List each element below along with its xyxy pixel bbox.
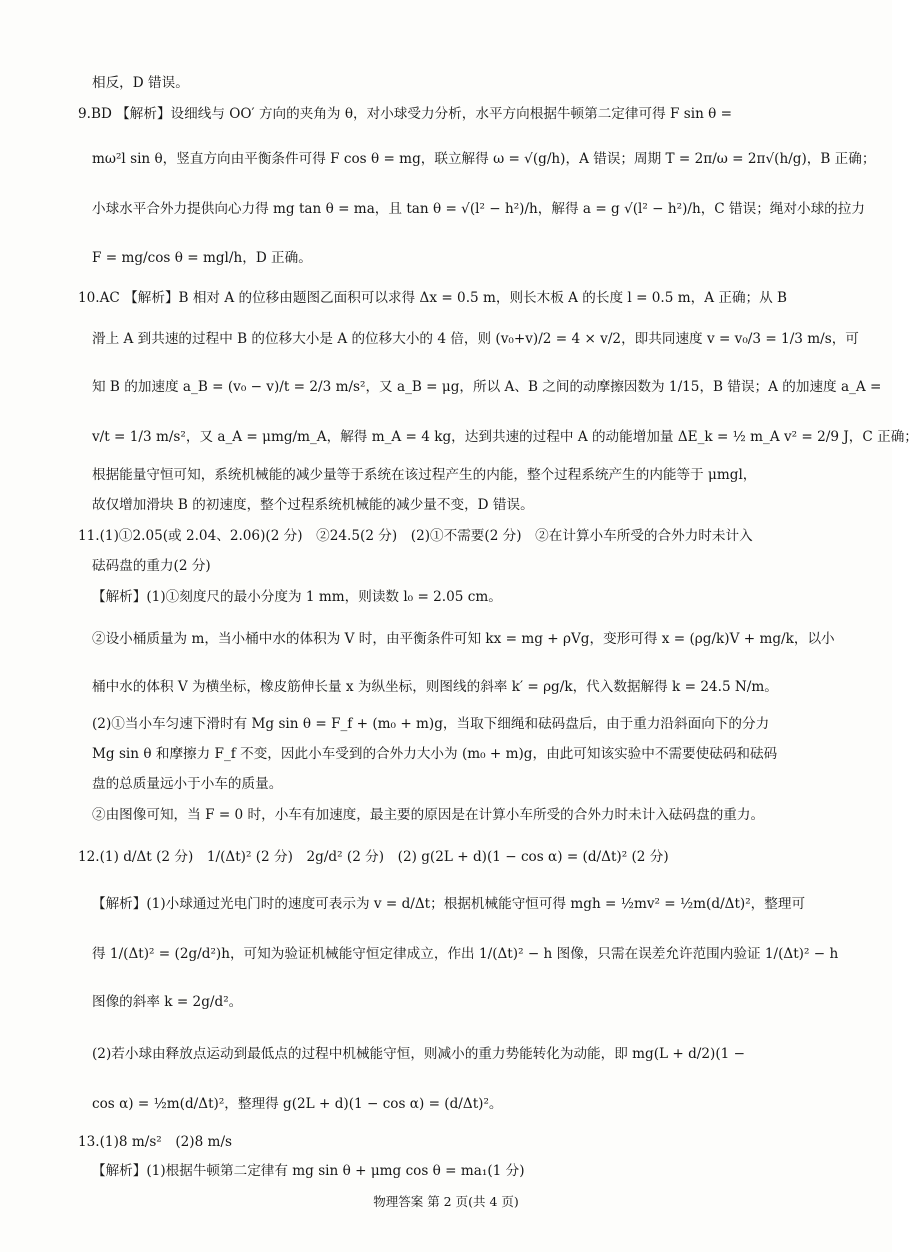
text-line: 故仅增加滑块 B 的初速度，整个过程系统机械能的减少量不变，D 错误。 — [92, 497, 534, 513]
text-line: 得 1/(Δt)² = (2g/d²)h，可知为验证机械能守恒定律成立，作出 1/(Δt)² − h 图像，只需在误差允许范围内验证 1/(Δt)² − h — [92, 946, 839, 962]
text-line: 【解析】(1)①刻度尺的最小分度为 1 mm，则读数 l₀ = 2.05 cm。 — [92, 589, 502, 605]
text-line: 砝码盘的重力(2 分) — [92, 558, 211, 574]
text-line: 【解析】(1)小球通过光电门时的速度可表示为 v = d/Δt；根据机械能守恒可得 mgh = ½mv² = ½m(d/Δt)²，整理可 — [92, 896, 806, 912]
text-line: 盘的总质量远小于小车的质量。 — [92, 776, 283, 792]
text-line: v/t = 1/3 m/s²，又 a_A = μmg/m_A，解得 m_A = 4 kg，达到共速的过程中 A 的动能增加量 ΔE_k = ½ m_A v² = 2/9 J，C 正确； — [92, 429, 918, 445]
text-line: 9.BD 【解析】设细线与 OO′ 方向的夹角为 θ，对小球受力分析，水平方向根据牛顿第二定律可得 F sin θ = — [78, 106, 733, 122]
text-line: 小球水平合外力提供向心力得 mg tan θ = ma，且 tan θ = √(l² − h²)/h，解得 a = g √(l² − h²)/h，C 错误；绳对小球的拉力 — [92, 201, 865, 217]
text-line: F = mg/cos θ = mgl/h，D 正确。 — [92, 250, 312, 266]
text-line: (2)若小球由释放点运动到最低点的过程中机械能守恒，则减小的重力势能转化为动能，即 mg(L + d/2)(1 − — [92, 1046, 745, 1062]
text-line: 【解析】(1)根据牛顿第二定律有 mg sin θ + μmg cos θ = ma₁(1 分) — [92, 1163, 525, 1179]
text-line: (2)①当小车匀速下滑时有 Mg sin θ = F_f + (m₀ + m)g，当取下细绳和砝码盘后，由于重力沿斜面向下的分力 — [92, 716, 770, 732]
text-line: 13.(1)8 m/s² (2)8 m/s — [78, 1134, 233, 1150]
text-line: ②由图像可知，当 F = 0 时，小车有加速度，最主要的原因是在计算小车所受的合外力时未计入砝码盘的重力。 — [92, 807, 765, 823]
text-line: cos α) = ½m(d/Δt)²，整理得 g(2L + d)(1 − cos α) = (d/Δt)²。 — [92, 1096, 503, 1112]
text-line: Mg sin θ 和摩擦力 F_f 不变，因此小车受到的合外力大小为 (m₀ + m)g，由此可知该实验中不需要使砝码和砝码 — [92, 746, 778, 762]
text-line: 相反，D 错误。 — [92, 75, 189, 91]
text-line: 根据能量守恒可知，系统机械能的减少量等于系统在该过程产生的内能，整个过程系统产生的内能等于 μmgl， — [92, 467, 757, 483]
page-footer: 物理答案 第 2 页(共 4 页) — [373, 1194, 519, 1209]
text-line: 图像的斜率 k = 2g/d²。 — [92, 994, 243, 1010]
text-line: 滑上 A 到共速的过程中 B 的位移大小是 A 的位移大小的 4 倍，则 (v₀+v)/2 = 4 × v/2，即共同速度 v = v₀/3 = 1/3 m/s，可 — [92, 331, 859, 347]
text-line: 11.(1)①2.05(或 2.04、2.06)(2 分) ②24.5(2 分) (2)①不需要(2 分) ②在计算小车所受的合外力时未计入 — [78, 528, 753, 544]
text-line: 桶中水的体积 V 为横坐标，橡皮筋伸长量 x 为纵坐标，则图线的斜率 k′ = ρg/k，代入数据解得 k = 24.5 N/m。 — [92, 679, 778, 695]
text-line: 12.(1) d/Δt (2 分) 1/(Δt)² (2 分) 2g/d² (2 分) (2) g(2L + d)(1 − cos α) = (d/Δt)² (2 分) — [78, 849, 669, 865]
text-line: mω²l sin θ，竖直方向由平衡条件可得 F cos θ = mg，联立解得 ω = √(g/h)，A 错误；周期 T = 2π/ω = 2π√(h/g)，B 正确； — [92, 151, 876, 167]
text-line: 知 B 的加速度 a_B = (v₀ − v)/t = 2/3 m/s²，又 a_B = μg，所以 A、B 之间的动摩擦因数为 1/15，B 错误；A 的加速度 a_A = — [92, 379, 882, 395]
text-line: ②设小桶质量为 m，当小桶中水的体积为 V 时，由平衡条件可知 kx = mg + ρVg，变形可得 x = (ρg/k)V + mg/k，以小 — [92, 631, 835, 647]
text-line: 10.AC 【解析】B 相对 A 的位移由题图乙面积可以求得 Δx = 0.5 m，则长木板 A 的长度 l = 0.5 m，A 正确；从 B — [78, 290, 788, 306]
